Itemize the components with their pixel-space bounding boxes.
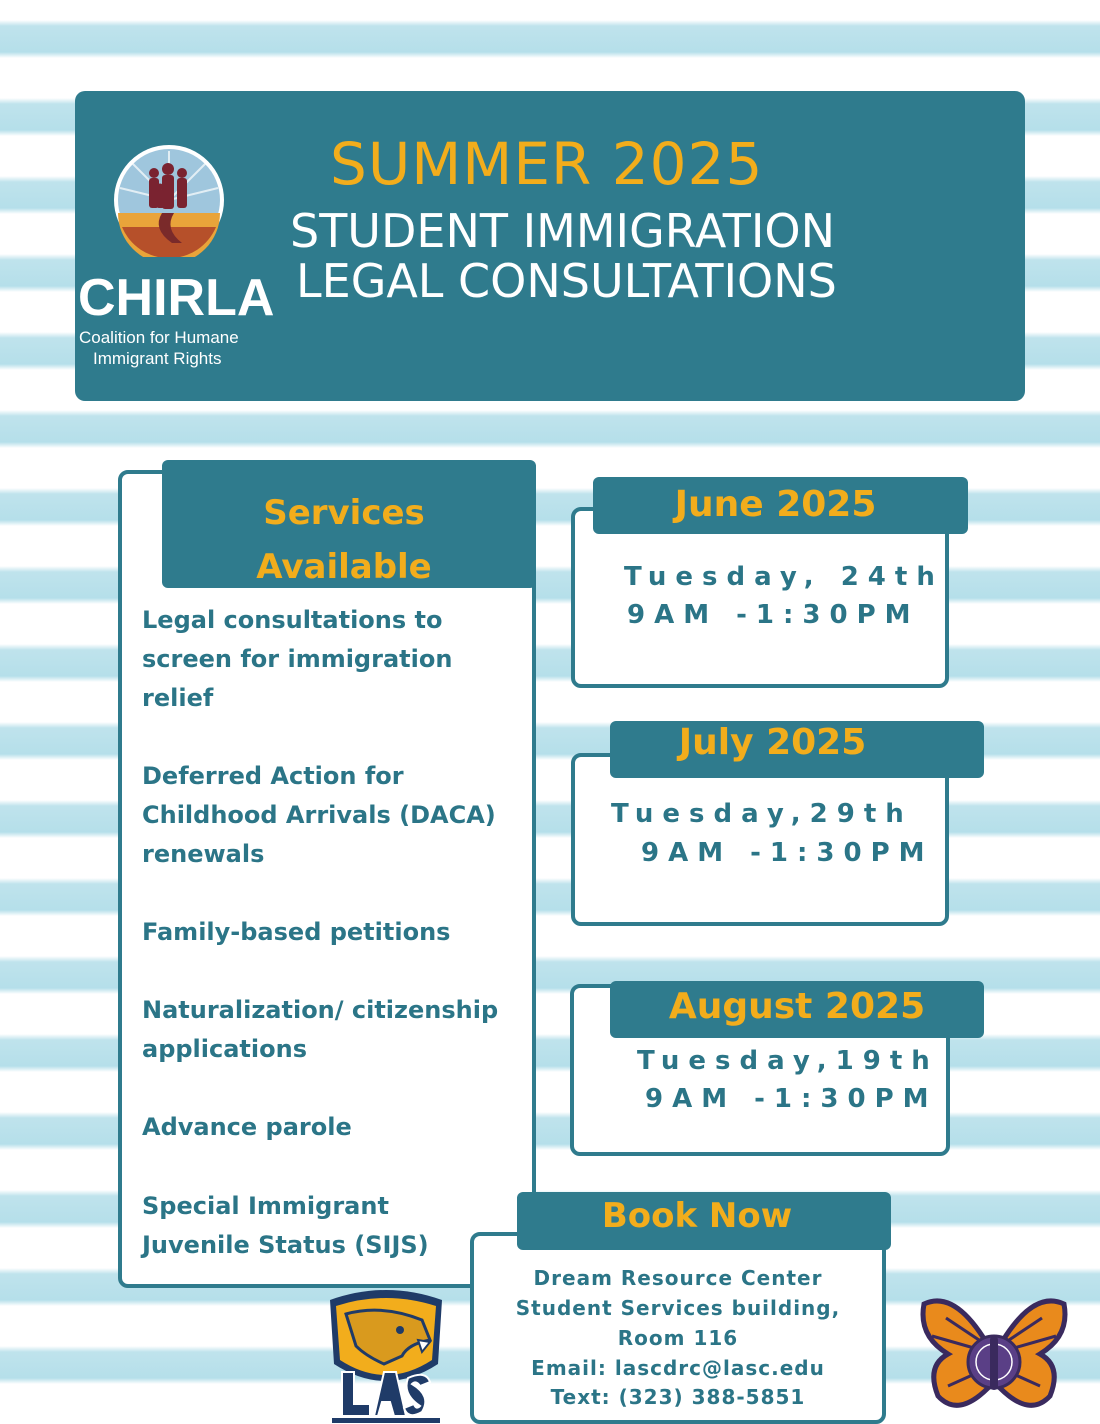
date-time: 9AM -1:30PM: [627, 600, 920, 630]
chirla-tagline: Immigrant Rights: [93, 349, 222, 368]
services-heading-line: Available: [256, 547, 432, 587]
chirla-name: CHIRLA: [78, 269, 275, 327]
lasc-cougar-logo-icon: [322, 1286, 450, 1424]
butterfly-logo-icon: [918, 1296, 1070, 1422]
month-label: August 2025: [668, 986, 926, 1027]
event-title-line: STUDENT IMMIGRATION: [290, 204, 836, 258]
booking-location: Student Services building,: [515, 1296, 841, 1320]
booking-phone: Text: (323) 388-5851: [550, 1385, 806, 1409]
service-item: Advance parole: [142, 1113, 352, 1141]
chirla-logo-icon: [112, 143, 226, 257]
service-item: Family-based petitions: [142, 918, 451, 946]
booking-location: Room 116: [617, 1326, 739, 1350]
chirla-tagline: Coalition for Humane: [79, 328, 239, 347]
booking-location: Dream Resource Center: [533, 1266, 823, 1290]
services-heading: [162, 486, 526, 594]
date-time: 9AM -1:30PM: [645, 1084, 938, 1114]
date-time: 9AM -1:30PM: [641, 838, 934, 868]
service-item: Legal consultations to screen for immigration relief: [142, 606, 453, 712]
month-label: June 2025: [674, 484, 877, 525]
date-day: Tuesday,19th: [637, 1046, 939, 1076]
booking-email: Email: lascdrc@lasc.edu: [531, 1356, 825, 1380]
event-title-line: LEGAL CONSULTATIONS: [296, 254, 837, 308]
month-label: July 2025: [678, 722, 867, 763]
date-card-june: [571, 507, 949, 688]
date-day: Tuesday,29th: [611, 799, 913, 829]
event-season-title: SUMMER 2025: [330, 130, 764, 198]
service-item: Naturalization/ citizenship applications: [142, 996, 499, 1063]
services-heading-line: Services: [263, 493, 425, 533]
service-item: Deferred Action for Childhood Arrivals (DACA) renewals: [142, 762, 496, 868]
date-day: Tuesday, 24th: [624, 562, 944, 592]
service-item: Special Immigrant Juvenile Status (SIJS): [142, 1192, 429, 1259]
booking-heading: Book Now: [601, 1196, 793, 1236]
